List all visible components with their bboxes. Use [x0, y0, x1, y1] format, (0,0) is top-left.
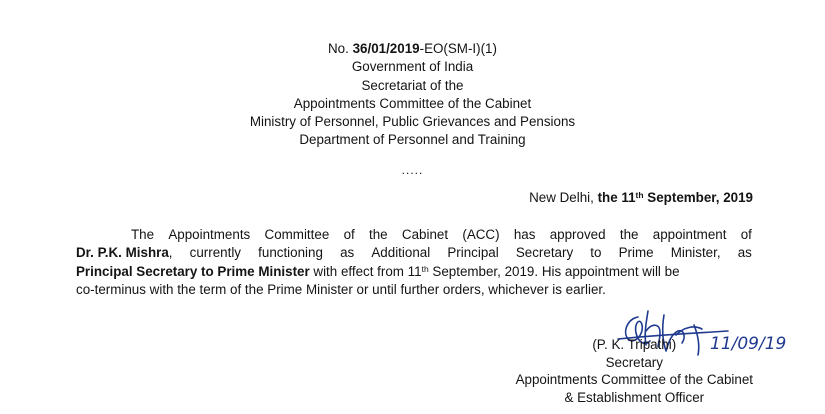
word: as [340, 245, 355, 261]
separator-dots: ..... [401, 163, 424, 177]
word: as [737, 245, 752, 261]
dateline-sup: th [635, 190, 644, 200]
header-line-acc: Appointments Committee of the Cabinet [293, 95, 532, 111]
word: the [369, 227, 388, 242]
ref-suffix: -EO(SM-I)(1) [419, 41, 497, 56]
dateline-date [598, 190, 753, 205]
effect-date-rest: September, 2019. His appointment will be [428, 263, 680, 279]
word: Committee [264, 227, 330, 242]
body-line-1 [76, 226, 752, 244]
body-line-4 [76, 281, 752, 299]
effect-from-text: with effect from 11 [309, 263, 422, 279]
handwritten-date: 11/09/19 [710, 334, 787, 354]
word: , [168, 245, 173, 261]
signatory-org-2: & Establishment Officer [564, 389, 705, 405]
header-line-secretariat: Secretariat of the [361, 77, 464, 93]
dateline-place: New Delhi, [529, 190, 598, 205]
body-line-2 [76, 244, 752, 262]
dateline [529, 189, 753, 207]
word: Appointments [168, 227, 251, 242]
word: (ACC) [462, 227, 500, 242]
header-line-ministry: Ministry of Personnel, Public Grievances and Pensions [249, 114, 576, 130]
word: Principal [447, 245, 499, 261]
word: has [513, 227, 536, 242]
word: currently [189, 245, 242, 261]
reference-number [0, 40, 825, 58]
appointee-name [76, 244, 173, 262]
appointee-name-bold: Dr. P.K. Mishra [76, 245, 169, 261]
word: The [131, 227, 155, 242]
word: of [740, 227, 752, 242]
body-line-4-text: co-terminus with the term of the Prime Minister or until further orders, whichever is earlier. [76, 281, 606, 297]
word: Additional [371, 245, 431, 261]
dateline-day: the 11 [597, 190, 636, 205]
body-paragraph [76, 226, 752, 299]
header-line-government: Government of India [351, 59, 474, 75]
body-line-3 [76, 263, 752, 281]
word: functioning [258, 245, 323, 261]
dateline-month-year: September, 2019 [643, 190, 753, 205]
signatory-title: Secretary [605, 354, 663, 370]
word: the [619, 227, 639, 242]
body-line-3-text [76, 263, 680, 281]
word: Cabinet [401, 227, 449, 242]
letterhead [0, 40, 825, 150]
header-line-department: Department of Personnel and Training [299, 132, 526, 148]
word: appointment [652, 227, 727, 242]
word: Prime [618, 245, 654, 261]
word: Minister, [670, 245, 721, 261]
signature-block [516, 336, 753, 406]
word: to [590, 245, 602, 261]
signatory-name: (P. K. Tripathi) [592, 337, 677, 352]
signatory-org: Appointments Committee of the Cabinet [515, 372, 753, 387]
ref-number-bold: 36/01/2019 [352, 41, 420, 56]
position-title-bold: Principal Secretary to Prime Minister [76, 263, 310, 279]
word: approved [549, 227, 606, 242]
ref-prefix: No. [328, 41, 353, 56]
date-sup: th [421, 263, 429, 274]
word: Secretary [515, 245, 574, 261]
word: of [343, 227, 355, 242]
